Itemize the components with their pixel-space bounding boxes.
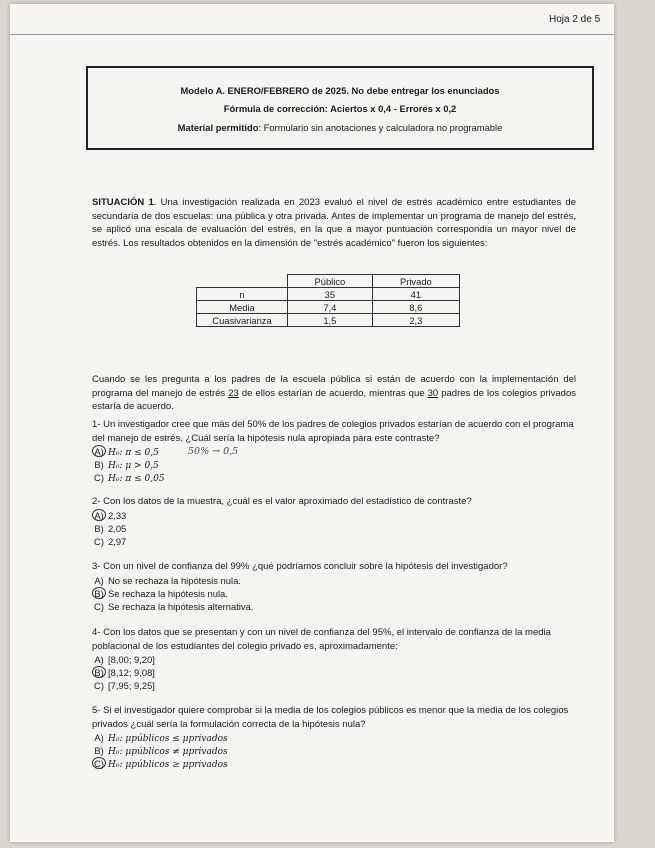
option-a[interactable] bbox=[92, 574, 576, 587]
option-letter: A) bbox=[94, 654, 104, 665]
option-a[interactable] bbox=[92, 731, 576, 744]
question-3 bbox=[92, 560, 576, 613]
option-text: 2,97 bbox=[108, 535, 127, 547]
page-header-divider bbox=[10, 34, 614, 35]
option-c[interactable] bbox=[92, 679, 576, 692]
exam-header-box bbox=[86, 66, 594, 150]
col-publico: Público bbox=[288, 275, 373, 288]
situation-text: . Una investigación realizada en 2023 evaluó el nivel de estrés académico entre estudiantes de secundaria de dos escuelas: una pública y otra privada. Antes de implementar un programa de manejo del estrés, se aplicó una escala de evaluación del estrés, en la que a mayor puntuación correspondía un mayor nivel de estrés. Los resultados obtenidos en la dimensión de "estrés académico" fueron los siguientes: bbox=[92, 197, 576, 249]
option-c[interactable] bbox=[92, 757, 576, 770]
option-text: H₀: μpúblicos ≥ μprivados bbox=[108, 760, 228, 770]
handwritten-annotation: 50% → 0,5 bbox=[188, 446, 239, 457]
table-row bbox=[197, 288, 460, 301]
row-label: Cuasivarianza bbox=[197, 314, 288, 327]
cell-value: 1,5 bbox=[288, 314, 373, 327]
option-b[interactable] bbox=[92, 666, 576, 679]
row-label: Media bbox=[197, 301, 288, 314]
option-letter: A) bbox=[92, 445, 106, 457]
option-letter: B) bbox=[94, 459, 104, 470]
option-text: H₀: μpúblicos ≠ μprivados bbox=[108, 747, 228, 757]
page-number: Hoja 2 de 5 bbox=[549, 14, 601, 25]
cell-value: 35 bbox=[288, 288, 373, 301]
question-stem: 4- Con los datos que se presentan y con un nivel de confianza del 95%, el intervalo de confianza de la media poblacional de los estudiantes del colegio privado es, aproximadamente: bbox=[92, 627, 551, 652]
option-text: 2,05 bbox=[108, 522, 127, 534]
option-b[interactable] bbox=[92, 744, 576, 757]
col-privado: Privado bbox=[372, 275, 459, 288]
question-stem: 2- Con los datos de la muestra, ¿cuál es el valor aproximado del estadístico de contraste? bbox=[92, 496, 472, 507]
table-header-row bbox=[197, 275, 460, 288]
option-text: 2,33 bbox=[108, 509, 127, 521]
header-materials-line bbox=[88, 122, 592, 133]
option-b[interactable] bbox=[92, 522, 576, 535]
option-text: Se rechaza la hipótesis alternativa. bbox=[108, 600, 254, 612]
option-letter: C) bbox=[92, 757, 106, 769]
cell-value: 2,3 bbox=[372, 314, 459, 327]
public-parents-count: 23 bbox=[228, 387, 239, 399]
option-text: [8,12; 9,08] bbox=[108, 667, 155, 678]
question-4 bbox=[92, 626, 576, 692]
option-letter: C) bbox=[94, 472, 104, 483]
question-stem: 5- Si el investigador quiere comprobar si la media de los colegios públicos es menor que la media de los colegios privados ¿cuál sería la formulación correcta de la hipótesis nula? bbox=[92, 705, 569, 730]
header-scoring-line: Fórmula de corrección: Aciertos x 0,4 - Errores x 0,2 bbox=[223, 103, 457, 114]
materials-label: Material permitido bbox=[177, 122, 259, 133]
option-letter: C) bbox=[94, 600, 104, 612]
option-text: [8,00; 9,20] bbox=[108, 654, 155, 665]
option-letter: B) bbox=[92, 587, 106, 599]
option-letter: A) bbox=[92, 509, 106, 521]
header-model-line: Modelo A. ENERO/FEBRERO de 2025. No debe entregar los enunciados bbox=[180, 85, 500, 96]
option-text: H₀: π ≤ 0,05 bbox=[108, 474, 165, 484]
option-letter: B) bbox=[94, 522, 104, 534]
option-text: H₀: μpúblicos ≤ μprivados bbox=[108, 734, 228, 744]
option-c[interactable] bbox=[92, 471, 576, 484]
option-text: H₀: μ > 0,5 bbox=[108, 461, 159, 471]
row-label: n bbox=[197, 288, 288, 301]
materials-text: : Formulario sin anotaciones y calculadora no programable bbox=[258, 122, 503, 133]
option-a[interactable] bbox=[92, 653, 576, 666]
private-parents-count: 30 bbox=[427, 387, 439, 399]
option-text: Se rechaza la hipótesis nula. bbox=[108, 587, 228, 599]
cell-value: 41 bbox=[372, 288, 459, 301]
parents-paragraph: Cuando se les pregunta a los padres de la escuela pública si están de acuerdo con la implementación del programa del manejo de estrés 23 de ellos estarían de acuerdo, mientras que 30 padres de los colegios privados estaría de acuerdo. bbox=[92, 374, 576, 412]
table-row bbox=[197, 314, 460, 327]
option-letter: C) bbox=[94, 680, 104, 691]
option-letter: B) bbox=[92, 666, 106, 678]
option-letter: B) bbox=[94, 745, 104, 756]
situation-label: SITUACIÓN 1 bbox=[92, 197, 154, 208]
situation-paragraph bbox=[92, 196, 576, 250]
question-5 bbox=[92, 704, 576, 770]
option-b[interactable] bbox=[92, 458, 576, 471]
cell-value: 8,6 bbox=[372, 301, 459, 314]
option-text: H₀: π ≤ 0,5 bbox=[108, 448, 159, 458]
question-1 bbox=[92, 418, 576, 484]
cell-value: 7,4 bbox=[288, 301, 373, 314]
option-text: No se rechaza la hipótesis nula. bbox=[108, 574, 241, 586]
option-letter: C) bbox=[94, 535, 104, 547]
option-c[interactable] bbox=[92, 535, 576, 548]
question-stem: 3- Con un nivel de confianza del 99% ¿qué podríamos concluir sobre la hipótesis del investigador? bbox=[92, 561, 508, 572]
option-a[interactable] bbox=[92, 445, 576, 458]
exam-sheet bbox=[10, 4, 614, 842]
table-row bbox=[197, 301, 460, 314]
option-letter: A) bbox=[94, 574, 104, 586]
option-text: [7,95; 9,25] bbox=[108, 680, 155, 691]
question-stem: 1- Un investigador cree que más del 50% de los padres de colegios privados estarían de acuerdo con el programa del manejo de estrés. ¿Cuál sería la hipótesis nula apropiada para este contraste? bbox=[92, 419, 574, 444]
option-letter: A) bbox=[94, 732, 104, 743]
option-a[interactable] bbox=[92, 509, 576, 522]
option-c[interactable] bbox=[92, 600, 576, 613]
results-table bbox=[196, 274, 460, 327]
question-2 bbox=[92, 495, 576, 548]
option-b[interactable] bbox=[92, 587, 576, 600]
